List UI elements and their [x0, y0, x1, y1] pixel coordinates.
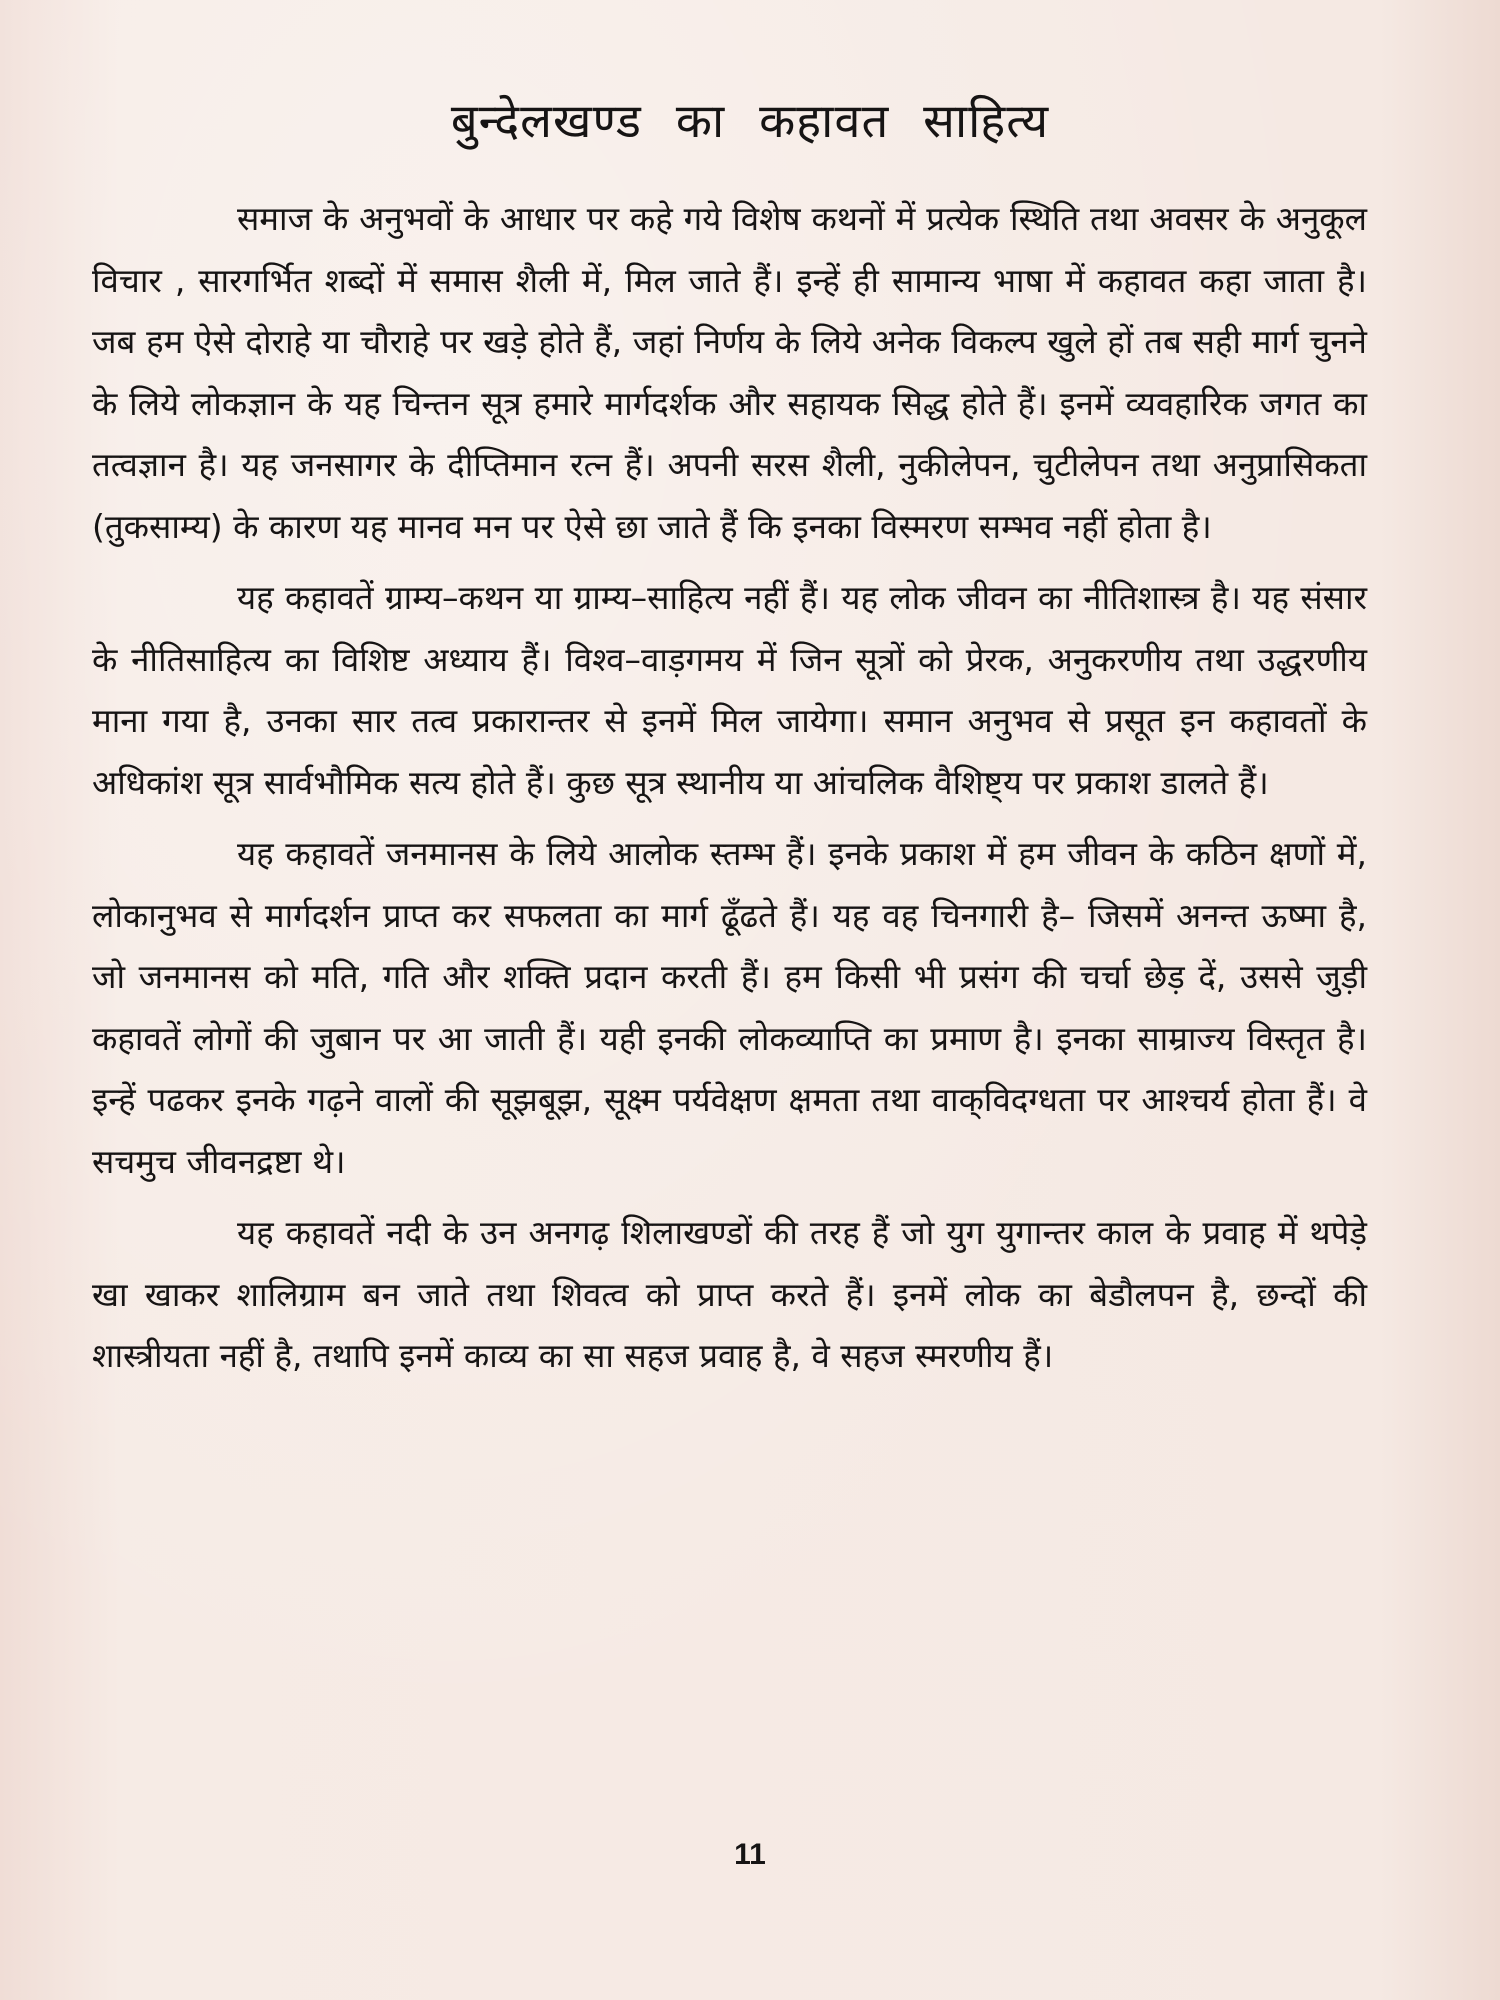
page-title: बुन्देलखण्ड का कहावत साहित्य — [450, 94, 1050, 149]
page-number: 11 — [734, 1838, 766, 1871]
paragraph-1: समाज के अनुभवों के आधार पर कहे गये विशेष कथनों में प्रत्येक स्थिति तथा अवसर के अनुकूल विचार , सारगर्भित शब्दों में समास शैली में, मिल जाते हैं। इन्हें ही सामान्य भाषा में कहावत कहा जाता है। जब हम ऐसे दोराहे या चौराहे पर खड़े होते हैं, जहां निर्णय के लिये अनेक विकल्प खुले हों तब सही मार्ग चुनने के लिये लोकज्ञान के यह चिन्तन सूत्र हमारे मार्गदर्शक और सहायक सिद्ध होते हैं। इनमें व्यवहारिक जगत का तत्वज्ञान है। यह जनसागर के दीप्तिमान रत्न हैं। अपनी सरस शैली, नुकीलेपन, चुटीलेपन तथा अनुप्रासिकता (तुकसाम्य) के कारण यह मानव मन पर ऐसे छा जाते हैं कि इनका विस्मरण सम्भव नहीं होता है। — [92, 199, 1367, 546]
paragraph-3: यह कहावतें जनमानस के लिये आलोक स्तम्भ हैं। इनके प्रकाश में हम जीवन के कठिन क्षणों में, लोकानुभव से मार्गदर्शन प्राप्त कर सफलता का मार्ग ढूँढते हैं। यह वह चिनगारी है– जिसमें अनन्त ऊष्मा है, जो जनमानस को मति, गति और शक्ति प्रदान करती हैं। हम किसी भी प्रसंग की चर्चा छेड़ दें, उससे जुड़ी कहावतें लोगों की जुबान पर आ जाती हैं। यही इनकी लोकव्याप्ति का प्रमाण है। इनका साम्राज्य विस्तृत है। इन्हें पढकर इनके गढ़ने वालों की सूझबूझ, सूक्ष्म पर्यवेक्षण क्षमता तथा वाक्‌विदग्धता पर आश्चर्य होता हैं। वे सचमुच जीवनद्रष्टा थे। — [92, 834, 1368, 1181]
paragraph-4: यह कहावतें नदी के उन अनगढ़ शिलाखण्डों की तरह हैं जो युग युगान्तर काल के प्रवाह में थपेड़े खा खाकर शालिग्राम बन जाते तथा शिवत्व को प्राप्त करते हैं। इनमें लोक का बेडौलपन है, छन्दों की शास्त्रीयता नहीं है, तथापि इनमें काव्य का सा सहज प्रवाह है, वे सहज स्मरणीय हैं। — [92, 1213, 1367, 1375]
paragraph-2: यह कहावतें ग्राम्य–कथन या ग्राम्य–साहित्य नहीं हैं। यह लोक जीवन का नीतिशास्त्र है। यह संसार के नीतिसाहित्य का विशिष्ट अध्याय हैं। विश्व–वाड़गमय में जिन सूत्रों को प्रेरक, अनुकरणीय तथा उद्धरणीय माना गया है, उनका सार तत्व प्रकारान्तर से इनमें मिल जायेगा। समान अनुभव से प्रसूत इन कहावतों के अधिकांश सूत्र सार्वभौमिक सत्य होते हैं। कुछ सूत्र स्थानीय या आंचलिक वैशिष्ट्य पर प्रकाश डालते हैं। — [92, 578, 1367, 802]
body-text — [92, 188, 1367, 1387]
